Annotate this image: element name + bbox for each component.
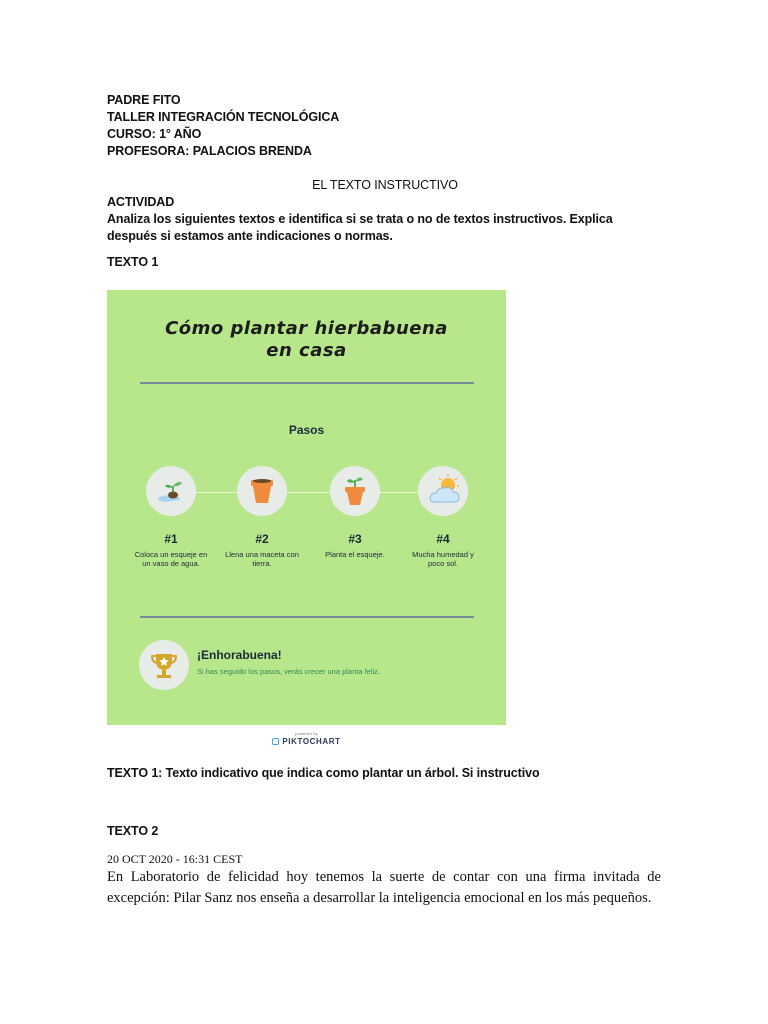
texto2-label: TEXTO 2 [107, 824, 159, 838]
seedling-hand-icon [146, 466, 196, 516]
flower-pot-icon [237, 466, 287, 516]
piktochart-footer [107, 725, 506, 753]
step-2-number: #2 [255, 532, 269, 546]
step-1-description: Coloca un esqueje en un vaso de agua. [134, 550, 208, 568]
step-3-number: #3 [348, 532, 362, 546]
infographic-image [107, 290, 506, 725]
step-2-description: Llena una maceta con tierra. [225, 550, 299, 568]
school-name: PADRE FITO [107, 93, 181, 107]
texto2-paragraph: En Laboratorio de felicidad hoy tenemos la suerte de contar con una firma invitada de excepción: Pilar Sanz nos enseña a desarrollar la inteligencia emocional en los más pequeños. [107, 869, 661, 906]
potted-plant-icon [330, 466, 380, 516]
piktochart-icon [272, 738, 279, 745]
step-3 [315, 466, 395, 559]
step-2 [222, 466, 302, 568]
texto1-answer: TEXTO 1: Texto indicativo que indica como plantar un árbol. Si instructivo [107, 766, 540, 780]
workshop-name: TALLER INTEGRACIÓN TECNOLÓGICA [107, 110, 340, 124]
piktochart-logo [107, 731, 506, 746]
trophy-icon [139, 640, 189, 690]
infographic-title-line1: Cómo plantar hierbabuena [165, 318, 448, 339]
congrats-title: ¡Enhorabuena! [197, 648, 282, 662]
divider-top [140, 382, 474, 384]
activity-label: ACTIVIDAD [107, 195, 175, 209]
piktochart-brand: PIKTOCHART [282, 737, 341, 746]
powered-by-label: powered by [295, 731, 318, 736]
teacher-line: PROFESORA: PALACIOS BRENDA [107, 144, 312, 158]
course-line: CURSO: 1° AÑO [107, 127, 202, 141]
activity-instruction: Analiza los siguientes textos e identifica si se trata o no de textos instructivos. Explica después si estamos ante indicaciones o normas. [107, 212, 613, 243]
step-3-description: Planta el esqueje. [325, 550, 385, 559]
divider-bottom [140, 616, 474, 618]
step-4-description: Mucha humedad y poco sol. [412, 550, 474, 568]
infographic-title-line2: en casa [266, 340, 347, 361]
sun-cloud-icon [418, 466, 468, 516]
infographic-title [107, 318, 506, 362]
texto2-date: 20 OCT 2020 - 16:31 CEST [107, 852, 243, 866]
document-header [107, 92, 663, 271]
texto1-label: TEXTO 1 [107, 255, 159, 269]
steps-heading: Pasos [288, 423, 325, 437]
document-title: EL TEXTO INSTRUCTIVO [312, 178, 458, 192]
step-4 [403, 466, 483, 568]
congrats-text: Si has seguido los pasos, verás crecer una planta feliz. [197, 667, 381, 676]
step-1 [131, 466, 211, 568]
step-4-number: #4 [436, 532, 450, 546]
step-1-number: #1 [164, 532, 178, 546]
